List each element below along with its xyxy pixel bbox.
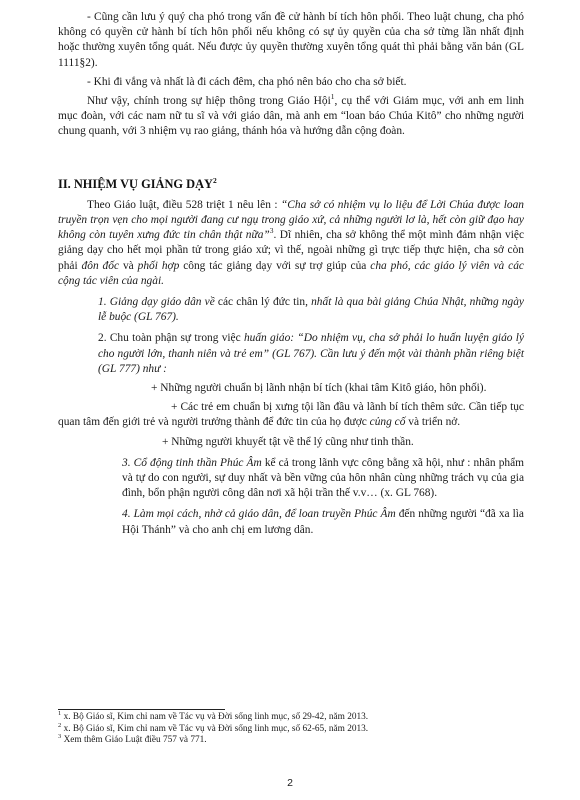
paragraph-associate-pastor-marriage: - Cũng cần lưu ý quý cha phó trong vấn đề cử hành bí tích hôn phối. Theo luật chung, cha phó không có quyền cử hành bí tích hôn phối nếu không có sự ủy quyền của cha sở từng lần nhất định hoặc thường xuyên tổng quát. Nếu được ủy quyền thường xuyên tổng quát thì phải bằng văn bản (GL 1111§2). (58, 11, 524, 69)
list-item-3: 3. Cổ động tinh thần Phúc Âm kể cả trong lãnh vực công bằng xã hội, như : nhân phẩm và tự do con người, sự duy nhất và bền vững của hôn nhân cùng những trách vụ của gia đình, bổn phận người công dân nơi xã hội trần thế v.v… (x. GL 768). (122, 456, 524, 500)
paragraph-canon-528: Theo Giáo luật, điều 528 triệt 1 nêu lên : “Cha sở có nhiệm vụ lo liệu để Lời Chúa được loan truyền trọn vẹn cho mọi người đang cư ngụ trong giáo xứ, cả những người lơ là, hết còn giữ đạo hay không còn tuyên xưng đức tin chân thật nữa”$^3$. Dĩ nhiên, cha sở không thể một mình đảm nhận việc giảng dạy cho hết mọi phần tử trong giáo xứ; vì thế, ngoài những gì trực tiếp thực hiện, cha sở còn phải đôn đốc và phối hợp công tác giảng dạy với sự trợ giúp của cha phó, các giáo lý viên và các cộng tác viên của ngài. (58, 198, 525, 287)
list-item-1: 1. Giảng dạy giáo dân về các chân lý đức tin, nhất là qua bài giảng Chúa Nhật, những ngày lễ buộc (GL 767). (98, 296, 524, 324)
page-body (58, 10, 524, 538)
paragraph-absence-notice: - Khi đi vắng và nhất là đi cách đêm, cha phó nên báo cho cha sở biết. (87, 75, 407, 88)
list-item-2: 2. Chu toàn phận sự trong việc huấn giáo: “Do nhiệm vụ, cha sở phải lo huấn luyện giáo lý cho người lớn, thanh niên và trẻ em” (GL 767). Cần lưu ý đến một vài thành phần riêng biệt (GL 777) như : (98, 332, 524, 375)
sub-item-disabled: + Những người khuyết tật về thể lý cũng như tinh thần. (162, 435, 414, 448)
page-number: 2 (287, 777, 293, 789)
footnote-ref-2[interactable]: 2 (213, 175, 217, 185)
section-heading: II. NHIỆM VỤ GIẢNG DẠY$^2$ (58, 175, 217, 191)
sub-item-sacrament-candidates: + Những người chuẩn bị lãnh nhận bí tích (khai tâm Kitô giáo, hôn phối). (151, 382, 487, 395)
footnotes (58, 709, 524, 747)
paragraph-communion: Như vậy, chính trong sự hiệp thông trong Giáo Hội$^1$, cụ thể với Giám mục, với anh em linh mục đoàn, với các nam nữ tu sĩ và với giáo dân, mà anh em “loan báo Chúa Kitô” cho những người chung quanh, với 3 nhiệm vụ rao giảng, thánh hóa và hướng dẫn cộng đoàn. (58, 92, 524, 138)
footnote-ref-3[interactable]: 3 (269, 226, 274, 236)
footnote-3: $^3$ Xem thêm Giáo Luật điều 757 và 771. (58, 733, 207, 746)
footnote-ref-1[interactable]: 1 (330, 92, 335, 102)
footnote-divider (58, 709, 225, 710)
list-item-4: 4. Làm mọi cách, nhờ cả giáo dân, để loan truyền Phúc Âm đến những người “đã xa lìa Hội Thánh” và cho anh chị em lương dân. (122, 508, 524, 536)
footnote-1: $^1$ x. Bộ Giáo sĩ, Kim chỉ nam về Tác vụ và Đời sống linh mục, số 29-42, năm 2013. (58, 709, 369, 722)
footnote-2: $^2$ x. Bộ Giáo sĩ, Kim chỉ nam về Tác vụ và Đời sống linh mục, số 62-65, năm 2013. (58, 721, 369, 734)
sub-item-children: + Các trẻ em chuẩn bị xưng tội lần đầu và lãnh bí tích thêm sức. Cần tiếp tục quan tâm đến giới trẻ và người trưởng thành để đức tin của họ được củng cố và triển nở. (58, 401, 524, 429)
